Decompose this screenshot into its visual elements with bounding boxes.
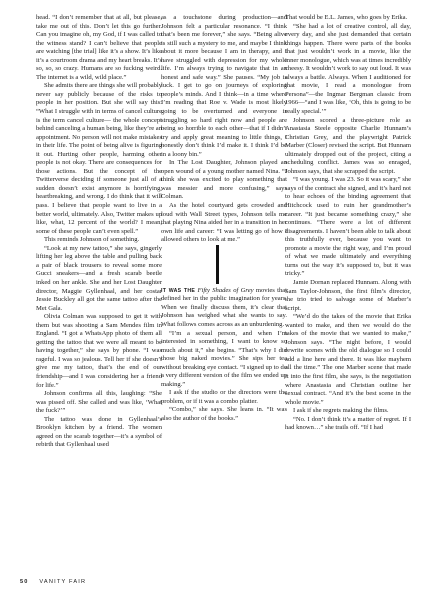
paragraph: She admits there are things she will probably never say publicly because of the risks to people in her position. But she will say this: “What I struggle with in terms of cancel culture is the term cancel culture— the whole concept behind canceling a human being, like they’re an appointment. No person will not make mistakes in their life. The point of being alive is figuring it out. Hurting other people, harming other people is not okay. There are consequences for those actions. But the concept of the Twitterverse deciding if someone just all of a sudden doesn’t exist anymore is horrifying, heartbreaking, and wrong. I do think that it will pass. I believe that people want to live in a better world, ultimately. Also, Twitter makes up like, what, 12 percent of the world? I mean, some of these people can’t even spell.” [36,82,162,235]
paragraph: head. “I don’t remember that at all, but please, take me out of this. Don’t let this go further. Can you imagine oh, my God, if I was called to the witness stand? I can’t believe that people are watching [the trial] like it’s a show. It’s like it’s a courtroom drama and my heart breaks. It’s so, so, so crazy. Humans are so fucking weird. The internet is a wild, wild place.” [36,14,162,81]
paragraph: That would be E.L. James, who goes by Erika. [285,14,408,21]
section-text: movies that defined her in the public imagination for years. When we finally discuss them, it’s clear that Johnson has weighed what she wants to say. What follows comes across as an unburdening. [161,286,287,328]
paragraph: Johnson scored a three-picture role as Anastasia Steele opposite Charlie Hunnam’s Christian Grey, and the playwright Patrick Marber (Closer) revised the script. But Hunnam ultimately dropped out of the project, citing a scheduling conflict. James was so enraged, Johnson says, that she scrapped the script. [285,116,411,175]
section-opener [161,245,287,330]
magazine-name: VANITY FAIR [39,579,87,585]
paragraph: Olivia Colman was supposed to get it with them but was shooting a Sam Mendes film in England. “I got a WhatsApp photo of them all getting the tattoo that we were all meant to be having together,” she says by phone. “I was rageful. I was so jealous. Tell her if she doesn’t give me my tattoo, that’s the end of our friendship—and I was considering her a friend for life.” [36,313,162,389]
paragraph: I ask if the studio or the directors were the problem, or if it was a combo platter. [161,389,287,405]
paragraph: “No. I don’t think it’s a matter of regret. If I had known…” she trails off. “If I had [285,415,411,432]
paragraph: Johnson confirms all this, laughing: “She was pissed off. She called and was like, ‘What the fuck?’” [36,390,162,415]
paragraph: The tattoo was done in Gyllenhaal’s Brooklyn kitchen by a friend. The women agreed on the scarab together—it’s a symbol of rebirth that Gyllenhaal used [36,415,162,449]
column-3 [285,14,411,433]
paragraph: “Combo,” she says. She leans in. “It was also the author of the books.” [161,406,287,422]
film-title: Fifty Shades of Grey [197,286,254,294]
page-footer [20,579,86,585]
paragraph: In The Lost Daughter, Johnson played an open wound of a young mother named Nina. “I think she was excited to play something that was messier and more confusing,” says Colman. [161,159,287,201]
section-lead-in: IT WAS THE [161,287,196,294]
paragraph: As the hotel courtyard gets crowded and loud with Wall Street types, Johnson tells me that playing Nina aided her in a transition in her own life and career: “I was letting go of how I allowed others to look at me.” [161,202,287,244]
paragraph: “I was young. I was 23. So it was scary,” she says of the contract she signed, and it’s hard not to hear echoes of the binding agreement that Hitchcock used to ruin her grandmother’s career. “It just became something crazy,” she continues. “There were a lot of different disagreements. I haven’t been able to talk about this truthfully ever, because you want to promote a movie the right way, and I’m proud of what we made ultimately and everything turns out the way it’s supposed to, but it was tricky.” [285,176,411,278]
page-number: 50 [20,579,29,585]
paragraph: “Look at my new tattoo,” she says, gingerly lifting her leg above the table and pulling back a pair of black trousers to reveal some more Gucci sneakers—and a fresh scarab beetle inked on her ankle. She and her Lost Daughter director, Maggie Gyllenhaal, and her costar Jessie Buckley all got the same tattoo after the Met Gala. [36,244,162,312]
paragraph: “I’m a sexual person, and when I’m interested in something, I want to know so much about it,” she begins. “That’s why I did those big naked movies.” She sips her tea without breaking eye contact. “I signed up to do a very different version of the film we ended up making.” [161,329,287,388]
paragraph: “We’d do the takes of the movie that Erika wanted to make, and then we would do the takes of the movie that we wanted to make,” Johnson says. “The night before, I would rewrite scenes with the old dialogue so I could add a line here and there. It was like mayhem all the time.” The one Marber scene that made it into the first film, she says, is the negotiation where Anastasia and Christian outline her sexual contract. “And it’s the best scene in the whole movie.” [285,313,411,406]
column-2 [161,14,287,424]
column-1 [36,14,162,450]
paragraph: “She had a lot of creative control, all day, every day, and she just demanded that certain things happen. There were parts of the books that just wouldn’t work in a movie, like the inner monologue, which was at times incredibly cheesy. It wouldn’t work to say out loud. It was always a battle. Always. When I auditioned for that movie, I read a monologue from Persona”—the Ingmar Bergman classic from 1966—“and I was like, ‘Oh, this is going to be really special.’” [285,22,411,116]
paragraph: Jamie Dornan replaced Hunnam. Along with Sam Taylor-Johnson, the first film’s director, the trio tried to salvage some of Marber’s script. [285,278,411,312]
paragraph: as a touchstone during production—and Johnson felt a particular resonance. “I think that’s been me forever,” she says. “Being alive is still such a mystery to me, and maybe I think about it more because I am in therapy, and I have struggled with depression for my whole life. I’m always trying to navigate that in an honest and safe way.” She pauses. “My job is luck. I get to go on journeys of exploring people’s minds. And I think—in a time where I’m reading that Roe v. Wade is most likely going to be overturned and everyone is struggling so hard right now and people are being so horrible to each other—that if I didn’t try and apply great meaning to little things, I honestly don’t think I’d make it. I think I’d be in a loony bin.” [161,14,287,158]
paragraph: I ask if she regrets making the films. [293,407,389,415]
drop-cap-bar [216,245,219,284]
paragraph: This reminds Johnson of something. [44,236,140,244]
